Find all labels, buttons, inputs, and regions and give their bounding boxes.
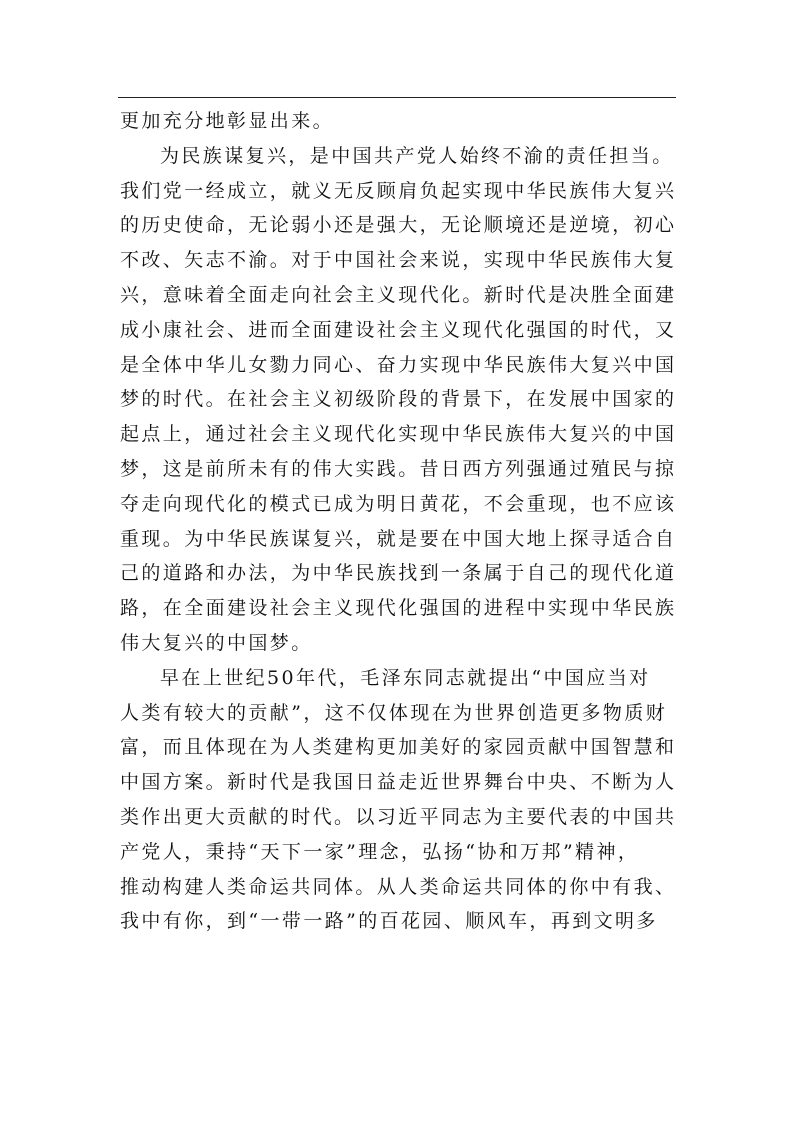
text-line: 富，而且体现在为人类建构更加美好的家园贡献中国智慧和 <box>120 736 677 759</box>
text-line: 不改、矢志不渝。对于中国社会来说，实现中华民族伟大复 <box>120 249 677 272</box>
text-line: 我中有你，到“一带一路”的百花园、顺风车，再到文明多 <box>120 910 658 933</box>
header-rule <box>118 97 676 98</box>
text-line: 的历史使命，无论弱小还是强大，无论顺境还是逆境，初心 <box>120 214 677 237</box>
text-line: 夺走向现代化的模式已成为明日黄花，不会重现，也不应该 <box>120 492 677 515</box>
text-line: 梦的时代。在社会主义初级阶段的背景下，在发展中国家的 <box>120 388 677 411</box>
text-line: 己的道路和办法，为中华民族找到一条属于自己的现代化道 <box>120 562 677 585</box>
text-line: 推动构建人类命运共同体。从人类命运共同体的你中有我、 <box>120 875 677 898</box>
text-line: 为民族谋复兴，是中国共产党人始终不渝的责任担当。 <box>160 144 674 167</box>
text-line: 中国方案。新时代是我国日益走近世界舞台中央、不断为人 <box>120 771 677 794</box>
text-line: 重现。为中华民族谋复兴，就是要在中国大地上探寻适合自 <box>120 527 677 550</box>
text-line: 路，在全面建设社会主义现代化强国的进程中实现中华民族 <box>120 597 677 620</box>
text-line: 早在上世纪50年代，毛泽东同志就提出“中国应当对 <box>160 666 651 689</box>
text-line: 起点上，通过社会主义现代化实现中华民族伟大复兴的中国 <box>120 423 677 446</box>
text-line: 成小康社会、进而全面建设社会主义现代化强国的时代，又 <box>120 318 677 341</box>
text-line: 产党人，秉持“天下一家”理念，弘扬“协和万邦”精神， <box>120 840 640 863</box>
text-line: 梦，这是前所未有的伟大实践。昔日西方列强通过殖民与掠 <box>120 458 677 480</box>
text-line: 更加充分地彰显出来。 <box>120 110 335 132</box>
text-line: 人类有较大的贡献”，这不仅体现在为世界创造更多物质财 <box>120 701 668 724</box>
text-line: 类作出更大贡献的时代。以习近平同志为主要代表的中国共 <box>120 806 677 828</box>
text-line: 伟大复兴的中国梦。 <box>120 632 313 654</box>
text-line: 是全体中华儿女勠力同心、奋力实现中华民族伟大复兴中国 <box>120 353 677 376</box>
text-line: 兴，意味着全面走向社会主义现代化。新时代是决胜全面建 <box>120 284 677 306</box>
text-line: 我们党一经成立，就义无反顾肩负起实现中华民族伟大复兴 <box>120 179 677 202</box>
